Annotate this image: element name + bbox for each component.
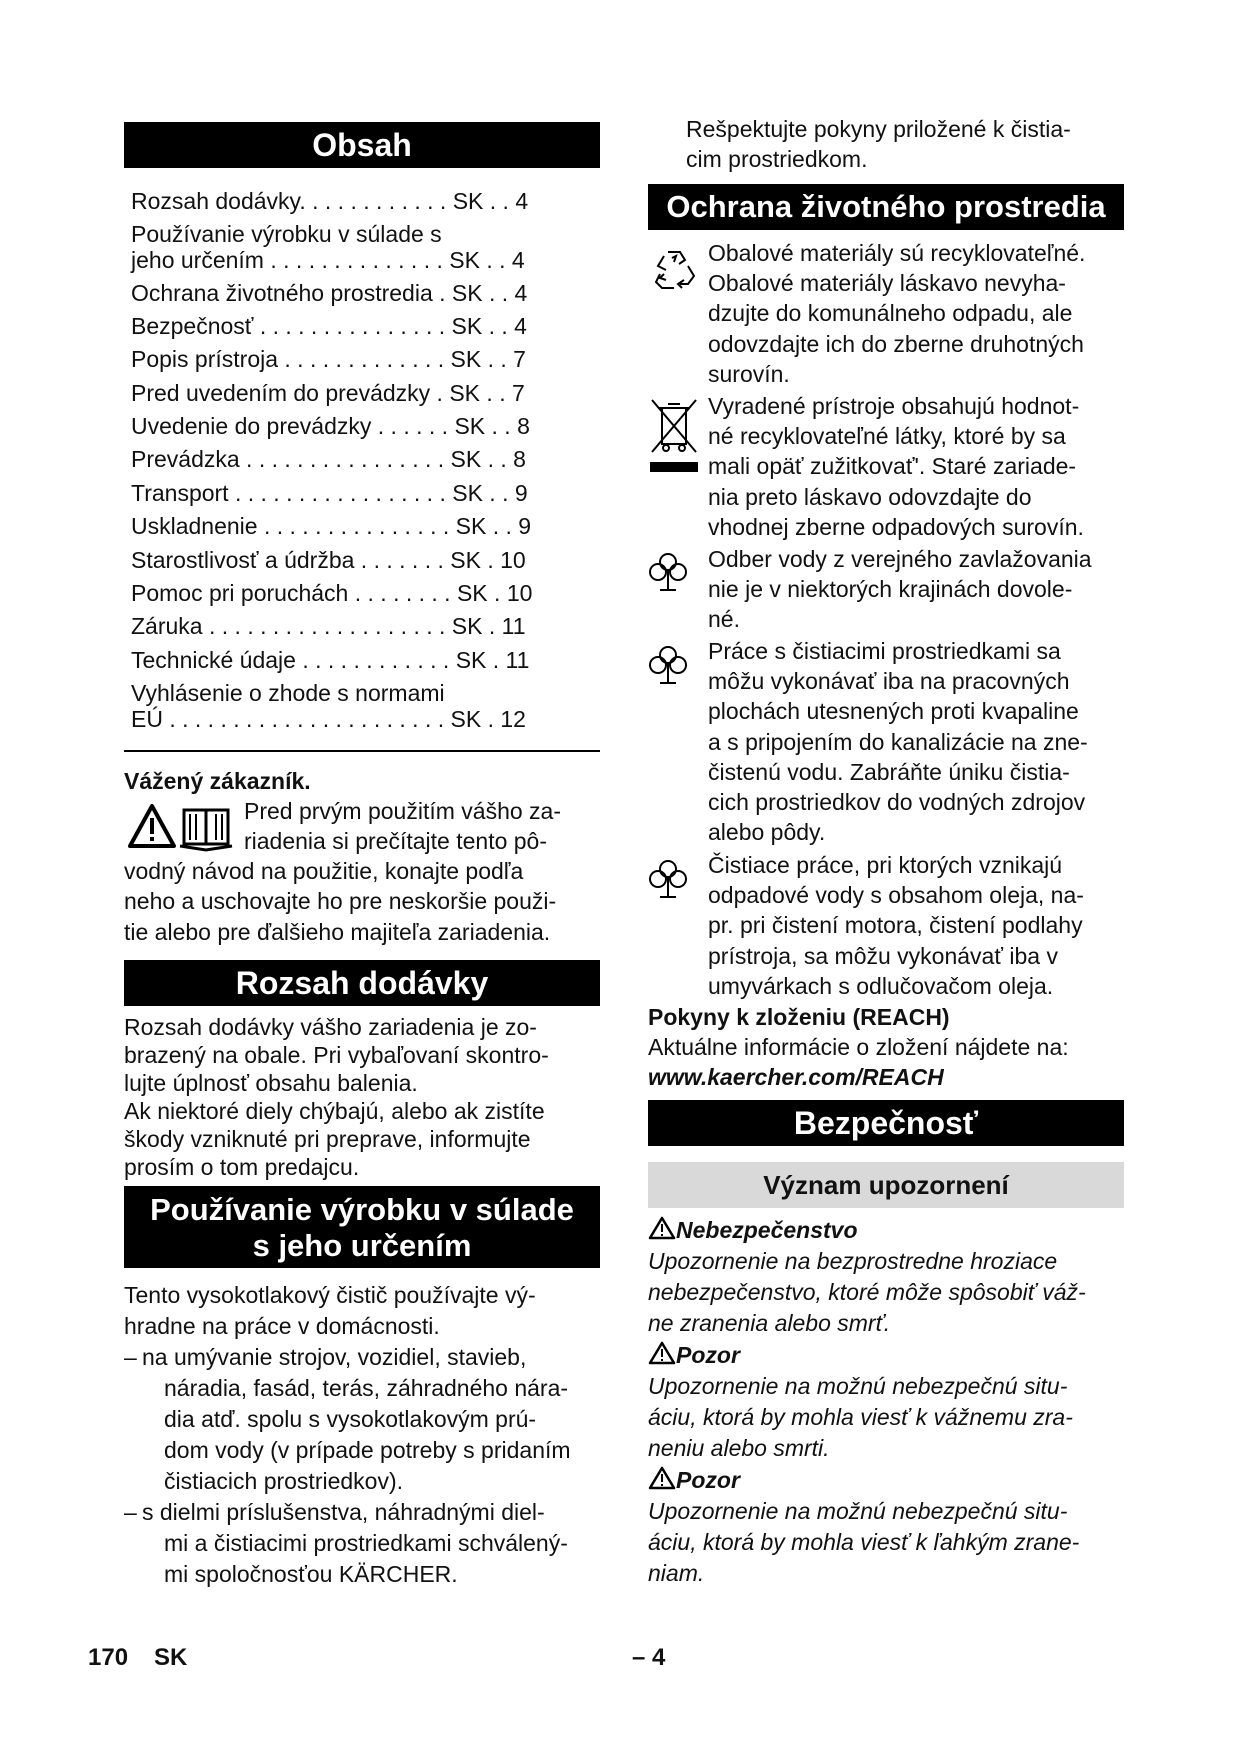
- warning-line: Upozornenie na možnú nebezpečnú situ-: [648, 1498, 1068, 1524]
- environment-line: čistenú vodu. Zabráňte úniku čistia-: [708, 758, 1070, 785]
- usage-item-line: dia atď. spolu s vysokotlakovým prú-: [164, 1406, 537, 1432]
- warning-text: [648, 1371, 1124, 1464]
- toc-entry[interactable]: Uvedenie do prevádzky . . . . . . SK . . 8: [131, 413, 530, 439]
- toc-entry[interactable]: Vyhlásenie o zhode s normami EÚ . . . . . . . . . . . . . . . . . . . . . . SK . 12: [131, 680, 526, 732]
- detergent-note: [686, 114, 1124, 174]
- warning-triangle-icon: [648, 1216, 676, 1247]
- usage-list-item: [124, 1497, 600, 1590]
- environment-line: nia preto láskavo odovzdajte do: [708, 483, 1032, 510]
- warning-line: Upozornenie na možnú nebezpečnú situ-: [648, 1373, 1068, 1399]
- environment-line: Vyradené prístroje obsahujú hodnot-: [708, 393, 1080, 419]
- usage-list-item: [124, 1342, 600, 1497]
- toc-entry[interactable]: Transport . . . . . . . . . . . . . . . . . SK . . 9: [131, 480, 528, 506]
- reach-link[interactable]: www.kaercher.com/REACH: [648, 1064, 944, 1090]
- usage-item-line: mi a čistiacimi prostriedkami schválený-: [164, 1530, 568, 1556]
- usage-intro: [124, 1280, 600, 1342]
- toc-entry[interactable]: Rozsah dodávky. . . . . . . . . . . . SK . . 4: [131, 188, 529, 214]
- environment-line: surovín.: [708, 360, 790, 387]
- environment-line: plochách utesnených proti kvapaline: [708, 698, 1079, 725]
- crossed-bin-icon: [648, 398, 700, 478]
- toc-entry[interactable]: Pomoc pri poruchách . . . . . . . . SK . 10: [131, 580, 533, 606]
- delivery-line: Rozsah dodávky vášho zariadenia je zo-: [124, 1014, 537, 1040]
- tree-icon: [648, 857, 688, 899]
- delivery-line: Ak niektoré diely chýbajú, alebo ak zistíte: [124, 1098, 545, 1124]
- environment-line: a s pripojením do kanalizácie na zne-: [708, 728, 1088, 755]
- language-code: SK: [154, 1644, 188, 1671]
- customer-line: riadenia si prečítajte tento pô-: [244, 828, 548, 854]
- usage-intro-line: hradne na práce v domácnosti.: [124, 1313, 440, 1339]
- environment-line: Obalové materiály láskavo nevyha-: [708, 270, 1066, 297]
- tree-icon: [648, 643, 688, 685]
- warning-read-manual-icon: [128, 800, 236, 852]
- usage-title-line: s jeho určením: [252, 1228, 472, 1263]
- warning-triangle-icon: [648, 1466, 676, 1497]
- toc-entry[interactable]: Bezpečnosť . . . . . . . . . . . . . . . SK . . 4: [131, 313, 527, 339]
- toc-divider: [124, 750, 600, 752]
- warning-line: Upozornenie na bezprostredne hroziace: [648, 1248, 1058, 1274]
- usage-item-line: dom vody (v prípade potreby s pridaním: [164, 1437, 571, 1463]
- customer-heading: Vážený zákazník.: [124, 768, 311, 794]
- customer-line: neho a uschovajte ho pre neskoršie použi-: [124, 888, 557, 914]
- environment-line: alebo pôdy.: [708, 819, 826, 846]
- warning-label: [648, 1465, 740, 1497]
- detergent-note-line: Rešpektujte pokyny priložené k čistia-: [686, 116, 1071, 142]
- environment-line: Obalové materiály sú recyklovateľné.: [708, 240, 1086, 266]
- environment-line: Odber vody z verejného zavlažovania: [708, 546, 1092, 572]
- environment-block: [708, 636, 1124, 847]
- environment-line: pr. pri čistení motora, čistení podlahy: [708, 912, 1083, 939]
- environment-line: né.: [708, 606, 740, 633]
- environment-line: Práce s čistiacimi prostriedkami sa: [708, 638, 1061, 664]
- customer-line: vodný návod na použitie, konajte podľa: [124, 858, 524, 884]
- environment-block: [708, 850, 1124, 1001]
- warning-line: neniu alebo smrti.: [648, 1435, 830, 1461]
- toc-entry[interactable]: Ochrana životného prostredia . SK . . 4: [131, 280, 528, 306]
- environment-line: prístroja, sa môžu vykonávať iba v: [708, 942, 1058, 969]
- warning-line: áciu, ktorá by mohla viesť k vážnemu zra-: [648, 1404, 1073, 1430]
- page-number: 170: [88, 1644, 129, 1671]
- environment-block: [708, 391, 1124, 542]
- warning-label-text: Pozor: [676, 1467, 740, 1493]
- environment-line: odovzdajte ich do zberne druhotných: [708, 330, 1084, 357]
- delivery-text: [124, 1013, 600, 1181]
- toc-entry[interactable]: Pred uvedením do prevádzky . SK . . 7: [131, 380, 525, 406]
- toc-entry[interactable]: Záruka . . . . . . . . . . . . . . . . . . . SK . 11: [131, 613, 526, 639]
- warning-line: niam.: [648, 1560, 705, 1586]
- delivery-line: brazený na obale. Pri vybaľovaní skontro-: [124, 1042, 549, 1068]
- environment-line: vhodnej zberne odpadových surovín.: [708, 513, 1084, 540]
- toc-title: Obsah: [124, 122, 600, 168]
- warning-triangle-icon: [648, 1341, 676, 1372]
- warning-text: [648, 1246, 1124, 1339]
- delivery-line: prosím o tom predajcu.: [124, 1154, 360, 1180]
- toc-entry[interactable]: Prevádzka . . . . . . . . . . . . . . . . SK . . 8: [131, 446, 526, 472]
- safety-subtitle: Význam upozornení: [648, 1162, 1124, 1208]
- environment-block: [708, 544, 1124, 635]
- list-dash: –: [124, 1499, 137, 1525]
- delivery-line: škody vzniknuté pri preprave, informujte: [124, 1126, 531, 1152]
- customer-line: tie alebo pre ďalšieho majiteľa zariadenia.: [124, 919, 551, 945]
- list-dash: –: [124, 1344, 137, 1370]
- usage-item-line: s dielmi príslušenstva, náhradnými diel-: [142, 1499, 545, 1525]
- toc-entry[interactable]: Používanie výrobku v súlade s jeho určením . . . . . . . . . . . . . . SK . . 4: [131, 221, 525, 273]
- environment-block: [708, 238, 1124, 389]
- environment-line: né recyklovateľné látky, ktoré by sa: [708, 423, 1066, 450]
- local-page-number: – 4: [632, 1644, 666, 1671]
- warning-label-text: Pozor: [676, 1342, 740, 1368]
- reach-text: Aktuálne informácie o zložení nájdete na:: [648, 1034, 1069, 1060]
- environment-line: mali opäť zužitkovať'. Staré zariade-: [708, 453, 1077, 480]
- delivery-line: lujte úplnosť obsahu balenia.: [124, 1070, 418, 1096]
- usage-title: [124, 1186, 600, 1268]
- customer-line: Pred prvým použitím vášho za-: [244, 798, 562, 824]
- environment-line: môžu vykonávať iba na pracovných: [708, 668, 1070, 695]
- usage-title-line: Používanie výrobku v súlade: [150, 1192, 574, 1227]
- warning-line: nebezpečenstvo, ktoré môže spôsobiť váž-: [648, 1279, 1086, 1305]
- tree-icon: [648, 550, 688, 592]
- environment-line: dzujte do komunálneho odpadu, ale: [708, 300, 1073, 327]
- usage-item-line: mi spoločnosťou KÄRCHER.: [164, 1561, 458, 1587]
- toc-entry[interactable]: Uskladnenie . . . . . . . . . . . . . . . SK . . 9: [131, 513, 532, 539]
- usage-intro-line: Tento vysokotlakový čistič používajte vý-: [124, 1282, 536, 1308]
- recycle-icon: [650, 244, 700, 294]
- warning-label-text: Nebezpečenstvo: [676, 1217, 858, 1243]
- usage-item-line: na umývanie strojov, vozidiel, stavieb,: [142, 1344, 527, 1370]
- reach-heading: Pokyny k zloženiu (REACH): [648, 1004, 950, 1030]
- warning-label: [648, 1215, 858, 1247]
- toc-entry[interactable]: Starostlivosť a údržba . . . . . . . SK . 10: [131, 547, 526, 573]
- warning-text: [648, 1496, 1124, 1589]
- usage-item-line: čistiacich prostriedkov).: [164, 1468, 404, 1494]
- safety-title: Bezpečnosť: [648, 1100, 1124, 1146]
- warning-line: áciu, ktorá by mohla viesť k ľahkým zrane-: [648, 1529, 1080, 1555]
- environment-line: nie je v niektorých krajinách dovole-: [708, 576, 1073, 603]
- environment-line: odpadové vody s obsahom oleja, na-: [708, 882, 1084, 909]
- detergent-note-line: cim prostriedkom.: [686, 146, 868, 172]
- environment-line: umyvárkach s odlučovačom oleja.: [708, 972, 1054, 999]
- toc-entry[interactable]: Technické údaje . . . . . . . . . . . . SK . 11: [131, 647, 530, 673]
- delivery-title: Rozsah dodávky: [124, 960, 600, 1006]
- warning-line: ne zranenia alebo smrť.: [648, 1310, 891, 1336]
- environment-title: Ochrana životného prostredia: [648, 184, 1124, 230]
- warning-label: [648, 1340, 740, 1372]
- environment-line: cich prostriedkov do vodných zdrojov: [708, 789, 1086, 816]
- environment-line: Čistiace práce, pri ktorých vznikajú: [708, 852, 1063, 878]
- toc-entry[interactable]: Popis prístroja . . . . . . . . . . . . . SK . . 7: [131, 346, 526, 372]
- usage-item-line: náradia, fasád, terás, záhradného nára-: [164, 1375, 569, 1401]
